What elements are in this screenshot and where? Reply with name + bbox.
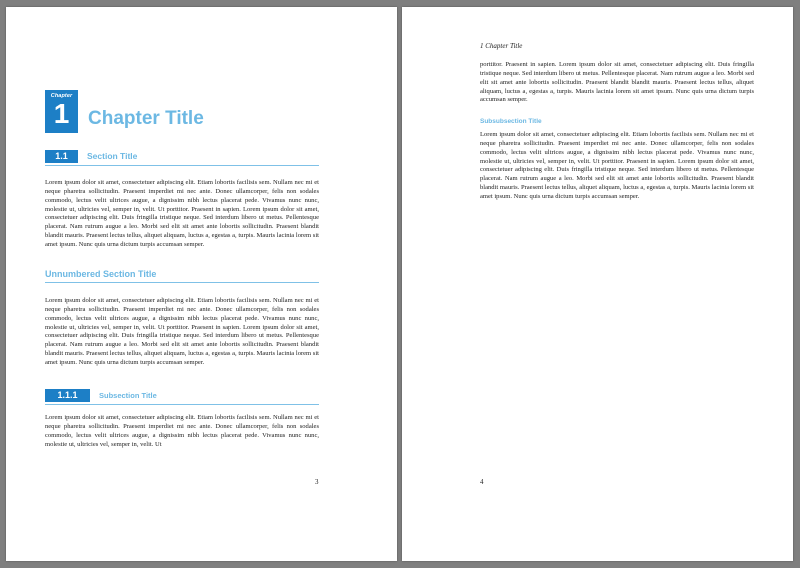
subsection-heading [45, 389, 319, 405]
paragraph: porttitor. Praesent in sapien. Lorem ipsum dolor sit amet, consectetuer adipiscing elit. Duis fringilla tristique neque. Sed interdum libero ut metus. Pellentesque placerat. Nam rutrum augue a leo. Morbi sed elit sit amet ante lobortis sollicitudin. Praesent blandit blandit mauris. Praesent lectus tellus, aliquet aliquam, luctus a, egestas a, turpis. Mauris lacinia lorem sit amet ipsum. Nunc quis urna dictum turpis accumsan semper. [480, 61, 754, 104]
paragraph: Lorem ipsum dolor sit amet, consectetuer adipiscing elit. Etiam lobortis facilisis sem. Nullam nec mi et neque pharetra sollicitudin. Praesent imperdiet mi nec ante. Donec ullamcorper, felis non sodales commodo, lectus velit ultrices augue, a dignissim nibh lectus placerat pede. Vivamus nunc nunc, molestie ut, ultricies vel, semper in, velit. Ut porttitor. Praesent in sapien. Lorem ipsum dolor sit amet, consectetuer adipiscing elit. Duis fringilla tristique neque. Sed interdum libero ut metus. Pellentesque placerat. Nam rutrum augue a leo. Morbi sed elit sit amet ante lobortis sollicitudin. Praesent blandit blandit mauris. Praesent lectus tellus, aliquet aliquam, luctus a, egestas a, turpis. Mauris lacinia lorem sit amet ipsum. Nunc quis urna dictum turpis accumsan semper. [45, 297, 319, 366]
subsubsection-title: Subsubsection Title [480, 118, 542, 125]
paragraph: Lorem ipsum dolor sit amet, consectetuer adipiscing elit. Etiam lobortis facilisis sem. Nullam nec mi et neque pharetra sollicitudin. Praesent imperdiet mi nec ante. Donec ullamcorper, felis non sodales commodo, lectus velit ultrices augue, a dignissim nibh lectus placerat pede. Vivamus nunc nunc, molestie ut, ultricies vel, semper in, velit. Ut porttitor. Praesent in sapien. Lorem ipsum dolor sit amet, consectetuer adipiscing elit. Duis fringilla tristique neque. Sed interdum libero ut metus. Pellentesque placerat. Nam rutrum augue a leo. Morbi sed elit sit amet ante lobortis sollicitudin. Praesent blandit blandit mauris. Praesent lectus tellus, aliquet aliquam, luctus a, egestas a, turpis. Mauris lacinia lorem sit amet ipsum. Nunc quis urna dictum turpis accumsan semper. [480, 131, 754, 200]
subsection-title: Subsection Title [99, 391, 157, 400]
section-number: 1.1 [45, 150, 78, 163]
running-head: 1 Chapter Title [480, 42, 523, 50]
chapter-number: 1 [53, 98, 70, 129]
chapter-label: Chapter [50, 93, 73, 99]
paragraph: Lorem ipsum dolor sit amet, consectetuer adipiscing elit. Etiam lobortis facilisis sem. Nullam nec mi et neque pharetra sollicitudin. Praesent imperdiet mi nec ante. Donec ullamcorper, felis non sodales commodo, lectus velit ultrices augue, a dignissim nibh lectus placerat pede. Vivamus nunc nunc, molestie ut, ultricies vel, semper in, velit. Ut porttitor. Praesent in sapien. Lorem ipsum dolor sit amet, consectetuer adipiscing elit. Duis fringilla tristique neque. Sed interdum libero ut metus. Pellentesque placerat. Nam rutrum augue a leo. Morbi sed elit sit amet ante lobortis sollicitudin. Praesent blandit blandit mauris. Praesent lectus tellus, aliquet aliquam, luctus a, egestas a, turpis. Mauris lacinia lorem sit amet ipsum. Nunc quis urna dictum turpis accumsan semper. [45, 179, 319, 248]
chapter-number-box [45, 90, 78, 133]
section-title: Section Title [87, 151, 138, 161]
unnumbered-section-title: Unnumbered Section Title [45, 269, 319, 283]
paragraph: Lorem ipsum dolor sit amet, consectetuer adipiscing elit. Etiam lobortis facilisis sem. Nullam nec mi et neque pharetra sollicitudin. Praesent imperdiet mi nec ante. Donec ullamcorper, felis non sodales commodo, lectus velit ultrices augue, a dignissim nibh lectus placerat pede. Vivamus nunc nunc, molestie ut, ultricies vel, semper in, velit. Ut [45, 414, 319, 448]
page-number: 4 [480, 478, 484, 486]
chapter-title: Chapter Title [88, 108, 204, 129]
section-heading [45, 150, 319, 166]
page-number: 3 [315, 478, 319, 486]
page-3[interactable] [6, 7, 397, 561]
page-4[interactable] [402, 7, 793, 561]
subsection-number: 1.1.1 [45, 389, 90, 402]
